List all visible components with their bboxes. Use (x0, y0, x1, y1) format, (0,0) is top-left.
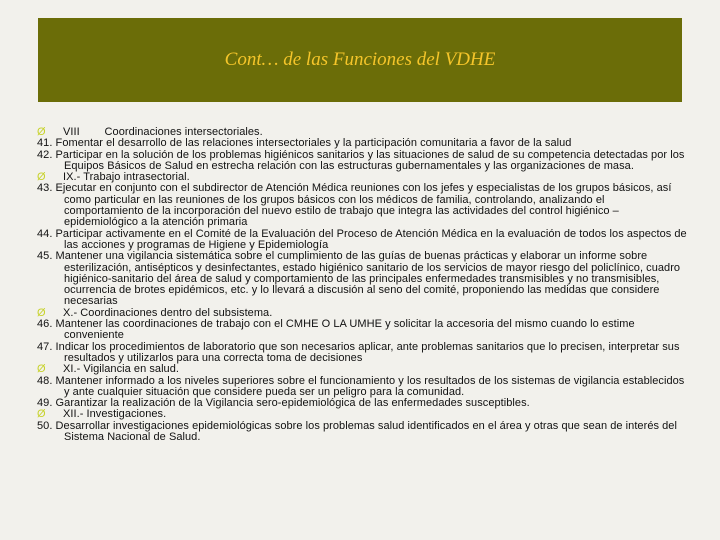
function-item: 46. Mantener las coordinaciones de trabajo con el CMHE O LA UMHE y solicitar la accesoria del mismo cuando lo estime conveniente (37, 318, 635, 342)
content-body (37, 127, 687, 443)
function-item: 42. Participar en la solución de los problemas higiénicos sanitarios y las situaciones de salud de su competencia detectadas por los Equipos Básicos de Salud en estrecha relación con las estructuras gubernamentales y las organizaciones de masa. (37, 148, 685, 172)
function-item: 45. Mantener una vigilancia sistemática sobre el cumplimiento de las guías de buenas prácticas y elaborar un informe sobre esterilización, antisépticos y desinfectantes, estado higiénico sanitario de los servicios de mayor riesgo del policlínico, cuadro higiénico-sanitario del área de salud y comportamiento de las principales enfermedades transmisibles y no transmisibles, ocurrencia de brotes epidémicos, etc. y lo llevará a discusión al seno del comité, proponiendo las medidas que considere necesarias (37, 250, 681, 308)
function-item: 49. Garantizar la realización de la Vigilancia sero-epidemiológica de las enfermedades susceptibles. (37, 397, 530, 410)
function-item: 43. Ejecutar en conjunto con el subdirector de Atención Médica reuniones con los jefes y especialistas de los grupos básicos, así como particular en las reuniones de los grupos básicos con los médicos de familia, controlando, analizando el comportamiento de la incorporación del nuevo estilo de trabajo que integra las actividades del control higiénico – epidemiológico a la atención primaria (37, 182, 672, 229)
arrow-bullet-icon: Ø (37, 408, 46, 421)
title-bar (38, 18, 682, 102)
section-heading (37, 364, 687, 375)
arrow-bullet-icon: Ø (37, 126, 46, 138)
function-item: 48. Mantener informado a los niveles superiores sobre el funcionamiento y los resultados de los sistemas de vigilancia establecidos y ante cualquier situación que considere pueda ser un peligro para la comunidad. (37, 374, 685, 398)
arrow-bullet-icon: Ø (37, 171, 46, 184)
arrow-bullet-icon: Ø (37, 306, 46, 319)
section-heading-text: X.- Coordinaciones dentro del subsistema. (63, 306, 273, 319)
section-heading-text: XI.- Vigilancia en salud. (63, 363, 180, 376)
section-heading-text: IX.- Trabajo intrasectorial. (63, 171, 190, 184)
function-item: 50. Desarrollar investigaciones epidemiológicas sobre los problemas salud identificados en el área y otras que sean de interés del Sistema Nacional de Salud. (37, 419, 677, 444)
function-item: 44. Participar activamente en el Comité de la Evaluación del Proceso de Atención Médica en la evaluación de todos los aspectos de las acciones y programas de Higiene y Epidemiología (37, 227, 687, 251)
slide-title: Cont… de las Funciones del VDHE (224, 49, 496, 70)
section-heading-text: XII.- Investigaciones. (63, 408, 167, 421)
section-heading-text: VIII Coordinaciones intersectoriales. (63, 126, 263, 138)
function-item: 41. Fomentar el desarrollo de las relaciones intersectoriales y la participación comunitaria a favor de la salud (37, 137, 572, 150)
function-item: 47. Indicar los procedimientos de laboratorio que son necesarios aplicar, ante problemas sanitarios que lo precisen, interpretar sus resultados y utilizarlos para una correcta toma de decisiones (37, 340, 680, 364)
arrow-bullet-icon: Ø (37, 363, 46, 376)
